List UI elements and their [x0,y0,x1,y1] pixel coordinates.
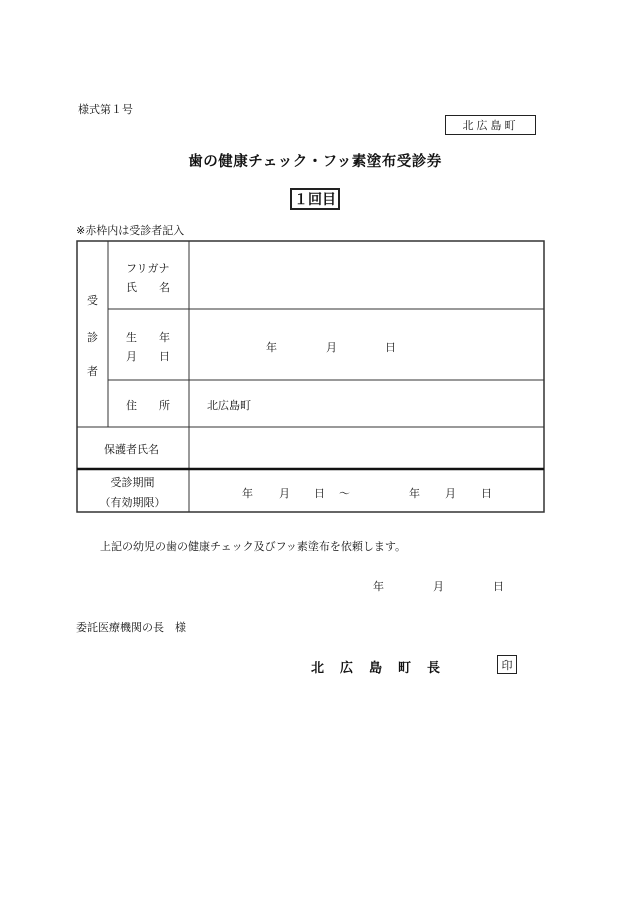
name-label: 氏 名 [126,281,170,294]
period-start-year: 年 [242,487,253,500]
recipient-char-2: 診 [87,331,98,344]
birth-label-line2: 月 日 [126,350,170,363]
period-end-day: 日 [481,487,492,500]
furigana-name-field[interactable] [196,246,536,304]
period-label-line1: 受診期間 [110,476,155,489]
municipality-box: 北広島町 [445,115,536,135]
period-label-line2: （有効期限） [99,496,166,509]
issuer-name: 北広島町長 [311,661,457,676]
birth-year: 年 [266,341,277,354]
addressee: 委託医療機関の長 様 [76,621,186,634]
guardian-label: 保護者氏名 [104,443,159,456]
period-separator: ～ [339,487,350,500]
page-title: 歯の健康チェック・フッ素塗布受診券 [188,154,442,170]
recipient-char-3: 者 [87,365,98,378]
request-date-year: 年 [373,580,384,593]
guardian-name-field[interactable] [196,432,536,464]
entry-note: ※赤枠内は受診者記入 [76,224,185,237]
round-label: １回目 [290,188,340,210]
birth-label-line1: 生 年 [126,331,170,344]
form-number: 様式第１号 [78,103,133,116]
furigana-label: フリガナ [126,262,170,275]
request-text: 上記の幼児の歯の健康チェック及びフッ素塗布を依頼します。 [100,540,407,553]
seal-box: 印 [497,655,517,674]
voucher-form [76,240,545,513]
address-value[interactable]: 北広島町 [207,399,251,412]
recipient-char-1: 受 [87,294,98,307]
address-label: 住 所 [126,399,170,412]
request-date-day: 日 [493,580,504,593]
period-end-month: 月 [445,487,456,500]
request-date-month: 月 [433,580,444,593]
birth-month: 月 [326,341,337,354]
period-start-month: 月 [279,487,290,500]
period-start-day: 日 [314,487,325,500]
period-end-year: 年 [409,487,420,500]
birth-day: 日 [385,341,396,354]
